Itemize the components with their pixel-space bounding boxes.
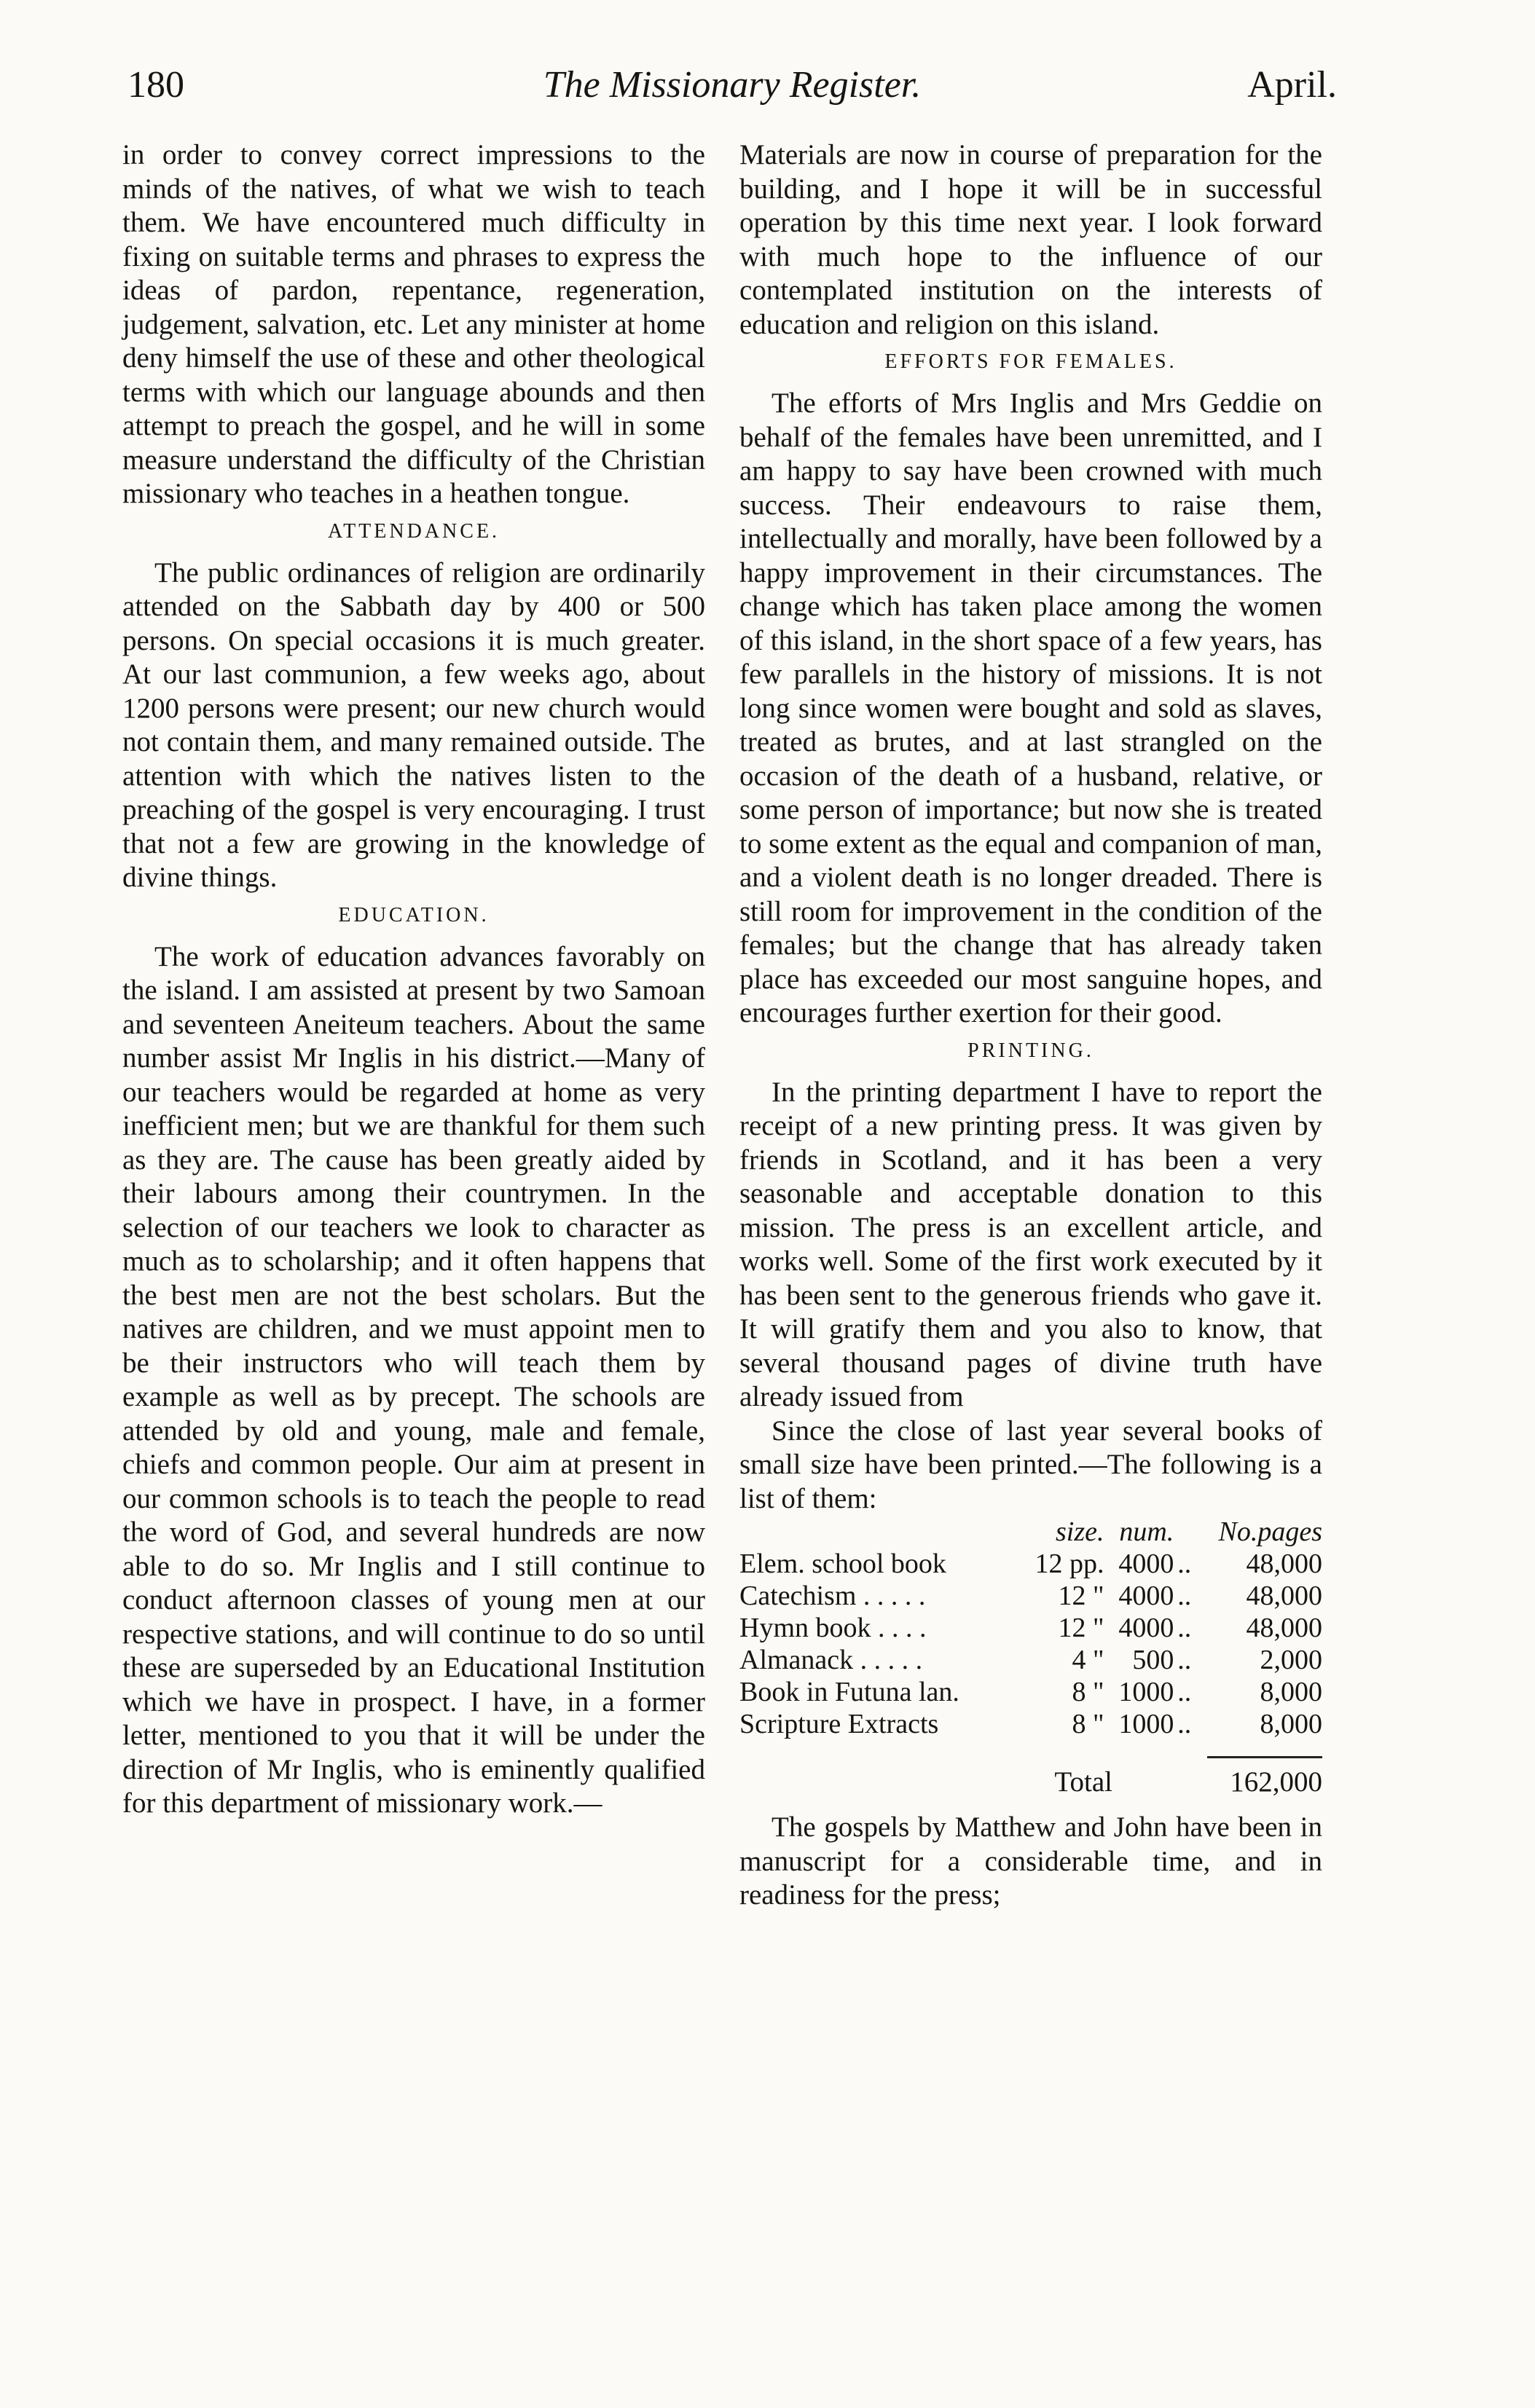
females-paragraph: The efforts of Mrs Inglis and Mrs Geddie on behalf of the females have been unremitted, and I am happy to say have been crowned with much success. Their endeavours to raise them, intellectually and morally, have been followed by a happy improvement in their circumstances. The change which has taken place among the women of this island, in the short space of a few years, has few parallels in the history of missions. It is not long since women were bought and sold as slaves, treated as brutes, and at last strangled on the occasion of the death of a husband, relative, or some person of importance; but now she is treated to some extent as the equal and companion of man, and a violent death is no longer dreaded. There is still room for improvement in the condition of the females; but the change that has already taken place has exceeded our most sanguine hopes, and encourages further exertion for their good. [739, 387, 1322, 1028]
column-header-size: size. [1055, 1516, 1104, 1547]
leader-dots: .. [1177, 1677, 1192, 1707]
header-month: April. [1247, 64, 1337, 106]
table-row [739, 1548, 1322, 1580]
total-row [739, 1766, 1322, 1799]
book-title: Scripture Extracts [739, 1709, 939, 1739]
book-num: 4000 [1118, 1581, 1174, 1611]
book-num: 500 [1132, 1645, 1174, 1675]
right-column [739, 138, 1322, 1913]
table-row [739, 1644, 1322, 1676]
leader-dots: .. [1177, 1645, 1192, 1675]
book-pages: 48,000 [1246, 1613, 1322, 1643]
book-size: 12 " [1058, 1581, 1104, 1611]
books-intro-paragraph: Since the close of last year several books of small size have been printed.—The following is a list of them: [739, 1414, 1322, 1514]
book-title: Almanack . . . . . [739, 1645, 923, 1675]
total-rule [1207, 1756, 1322, 1758]
book-size: 12 pp. [1035, 1549, 1104, 1579]
page-number: 180 [127, 64, 184, 106]
books-table-header [739, 1516, 1322, 1548]
table-row [739, 1612, 1322, 1644]
book-num: 4000 [1118, 1549, 1174, 1579]
closing-paragraph: The gospels by Matthew and John have been in manuscript for a considerable time, and in readiness for the press; [739, 1811, 1322, 1911]
column-header-num: num. [1119, 1516, 1174, 1547]
leader-dots: .. [1177, 1613, 1192, 1643]
leader-dots: .. [1177, 1709, 1192, 1739]
section-heading-printing: PRINTING. [967, 1039, 1094, 1062]
book-pages: 48,000 [1246, 1581, 1322, 1611]
book-size: 8 " [1072, 1709, 1104, 1739]
book-size: 12 " [1058, 1613, 1104, 1643]
book-pages: 48,000 [1246, 1549, 1322, 1579]
journal-title: The Missionary Register. [543, 64, 922, 106]
leader-dots: .. [1177, 1549, 1192, 1579]
leader-dots: .. [1177, 1581, 1192, 1611]
book-num: 1000 [1118, 1677, 1174, 1707]
book-num: 1000 [1118, 1709, 1174, 1739]
book-title: Book in Futuna lan. [739, 1677, 959, 1707]
book-size: 8 " [1072, 1677, 1104, 1707]
section-heading-females: EFFORTS FOR FEMALES. [884, 350, 1177, 373]
books-table [739, 1516, 1322, 1740]
book-title: Hymn book . . . . [739, 1613, 927, 1643]
column-header-title [739, 1516, 1017, 1548]
column-header-pages: No.pages [1218, 1516, 1322, 1547]
section-heading-education: EDUCATION. [338, 903, 490, 926]
book-title: Elem. school book [739, 1549, 946, 1579]
book-title: Catechism . . . . . [739, 1581, 926, 1611]
table-row [739, 1676, 1322, 1708]
section-heading-attendance: ATTENDANCE. [327, 519, 500, 543]
page-header [127, 60, 1337, 118]
continuation-paragraph: Materials are now in course of preparation for the building, and I hope it will be in successful operation by this time next year. I look forward with much hope to the influence of our contemplated institution on the interests of education and religion on this island. [739, 139, 1322, 340]
left-column [122, 138, 705, 1821]
total-value: 162,000 [1230, 1766, 1322, 1798]
book-num: 4000 [1118, 1613, 1174, 1643]
book-pages: 8,000 [1260, 1709, 1322, 1739]
column-header-dots [1174, 1516, 1191, 1548]
book-pages: 8,000 [1260, 1677, 1322, 1707]
printing-paragraph: In the printing department I have to report the receipt of a new printing press. It was given by friends in Scotland, and it has been a very seasonable and acceptable donation to this mission. The press is an excellent article, and works well. Some of the first work executed by it has been sent to the generous friends who gave it. It will gratify them and you also to know, that several thousand pages of divine truth have already issued from [739, 1076, 1322, 1412]
intro-paragraph: in order to convey correct impressions to the minds of the natives, of what we wish to teach them. We have encountered much difficulty in fixing on suitable terms and phrases to express the ideas of pardon, repentance, regeneration, judgement, salvation, etc. Let any minister at home deny himself the use of these and other theological terms with which our language abounds and then attempt to preach the gospel, and he will in some measure understand the difficulty of the Christian missionary who teaches in a heathen tongue. [122, 139, 705, 509]
total-label: Total [1054, 1766, 1112, 1798]
book-pages: 2,000 [1260, 1645, 1322, 1675]
table-row [739, 1580, 1322, 1612]
book-size: 4 " [1072, 1645, 1104, 1675]
attendance-paragraph: The public ordinances of religion are ordinarily attended on the Sabbath day by 400 or 500 persons. On special occasions it is much greater. At our last communion, a few weeks ago, about 1200 persons were present; our new church would not contain them, and many remained outside. The attention with which the natives listen to the preaching of the gospel is very encouraging. I trust that not a few are growing in the knowledge of divine things. [122, 556, 705, 893]
education-paragraph: The work of education advances favorably on the island. I am assisted at present by two Samoan and seventeen Aneiteum teachers. About the same number assist Mr Inglis in his district.—Many of our teachers would be regarded at home as very inefficient men; but we are thankful for them such as they are. The cause has been greatly aided by their labours among their countrymen. In the selection of our teachers we look to character as much as to scholarship; and it often happens that the best men are not the best scholars. But the natives are children, and we must appoint men to be their instructors who will teach them by example as well as by precept. The schools are attended by old and young, male and female, chiefs and common people. Our aim at present in our common schools is to teach the people to read the word of God, and several hundreds are now able to do so. Mr Inglis and I still continue to conduct afternoon classes of young men at our respective stations, and will continue to do so until these are superseded by an Educational Institution which we have in prospect. I have, in a former letter, mentioned to you that it will be under the direction of Mr Inglis, who is eminently qualified for this department of missionary work.— [122, 940, 705, 1819]
table-row [739, 1708, 1322, 1740]
